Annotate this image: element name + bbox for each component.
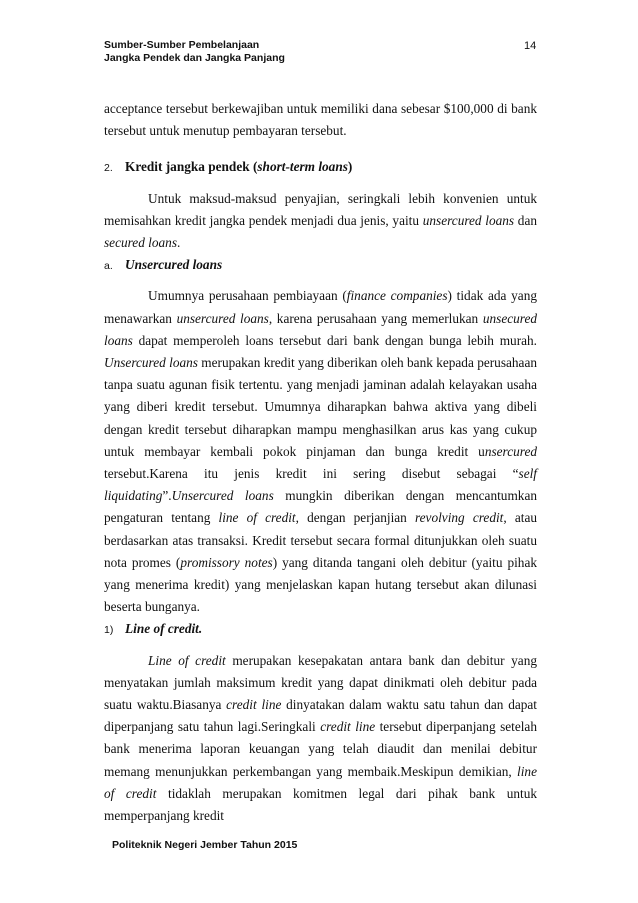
running-header (104, 39, 285, 65)
subsection-number: 1) (104, 624, 114, 637)
section-number: 2. (104, 162, 113, 175)
subsection-heading-a: a. Unsercured loans (104, 254, 537, 277)
header-line-2: Jangka Pendek dan Jangka Panjang (104, 52, 285, 64)
header-line-1: Sumber-Sumber Pembelanjaan (104, 39, 260, 51)
subsection-heading-1: 1) Line of credit. (104, 618, 537, 641)
page-footer: Politeknik Negeri Jember Tahun 2015 (112, 839, 298, 851)
paragraph-line-of-credit: Line of credit merupakan kesepakatan antara bank dan debitur yang menyatakan jumlah maksimum kredit yang dapat dinikmati oleh debitur pada suatu waktu.Biasanya credit line dinyatakan dalam waktu satu tahun dan dapat diperpanjang satu tahun lagi.Seringkali credit line tersebut diperpanjang setelah bank menerima laporan keuangan yang telah diaudit dan menilai debitur memang menunjukkan perkembangan yang membaik.Meskipun demikian, line of credit tidaklah merupakan komitmen legal dari pihak bank untuk memperpanjang kredit (104, 652, 538, 824)
paragraph-unsecured-loans: Umumnya perusahaan pembiayaan (finance companies) tidak ada yang menawarkan unsercured loans, karena perusahaan yang memerlukan unsecured loans dapat memperoleh loans tersebut dari bank dengan bunga lebih murah. Unsercured loans merupakan kredit yang diberikan oleh bank kepada perusahaan tanpa suatu agunan fisik tertentu. yang menjadi jaminan adalah kelayakan usaha yang diberi kredit tersebut. Umumnya diharapkan bahwa aktiva yang dibeli dengan kredit tersebut diharapkan mampu menghasilkan arus kas yang cukup untuk membayar kembali pokok pinjaman dan bunga kredit unsercured tersebut.Karena itu jenis kredit ini sering disebut sebagai “self liquidating”.Unsercured loans mungkin diberikan dengan mencantumkan pengaturan tentang line of credit, dengan perjanjian revolving credit, atau berdasarkan atas transaksi. Kredit tersebut secara formal ditunjukkan oleh suatu nota promes (promissory notes) yang ditanda tangani oleh debitur (yaitu pihak yang menerima kredit) yang menjelaskan kapan hutang tersebut akan dilunasi beserta bunganya. (104, 288, 537, 615)
paragraph-continuation: acceptance tersebut berkewajiban untuk memiliki dana sebesar $100,000 di bank tersebut untuk menutup pembayaran tersebut. (104, 101, 537, 139)
page-number: 14 (524, 40, 537, 52)
body-text (104, 98, 537, 827)
paragraph-intro: Untuk maksud-maksud penyajian, seringkali lebih konvenien untuk memisahkan kredit jangka pendek menjadi dua jenis, yaitu unsercured loans dan secured loans. (104, 190, 537, 251)
subsection-number: a. (104, 260, 113, 273)
section-heading: 2. Kredit jangka pendek (short-term loans) (104, 156, 537, 179)
